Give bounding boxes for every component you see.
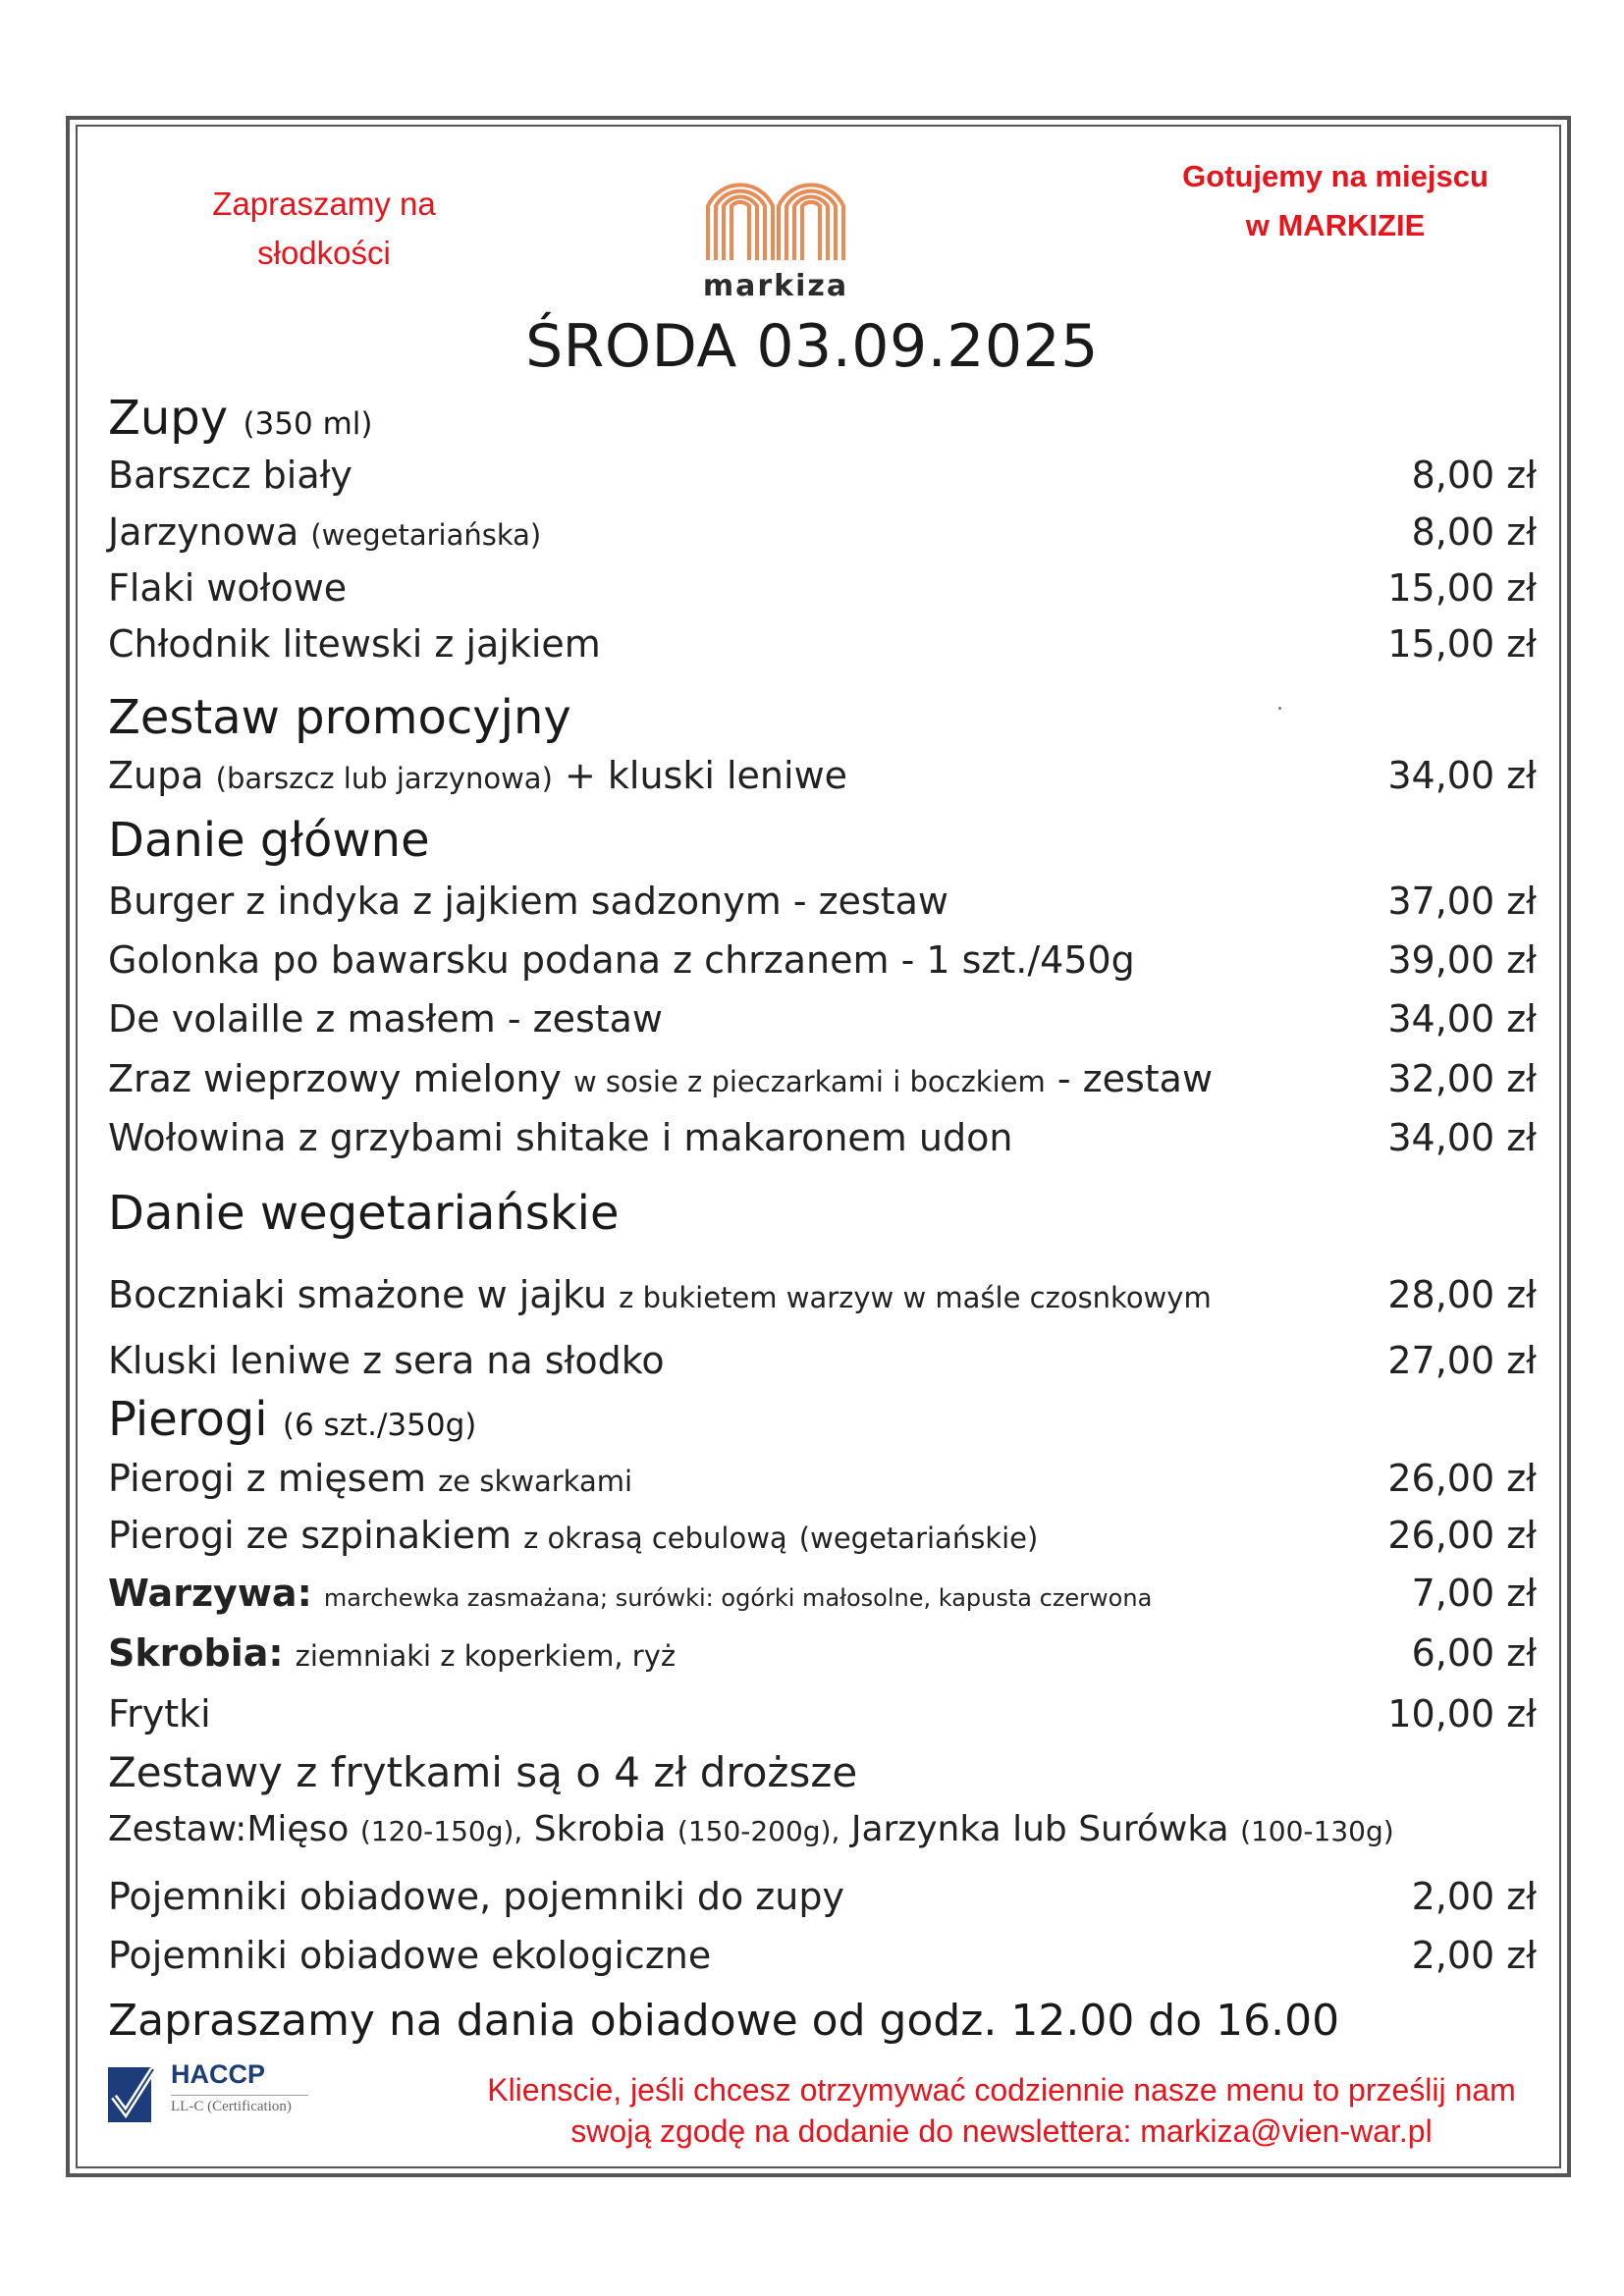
item-price: 34,00 zł — [1387, 1116, 1537, 1159]
menu-item — [108, 1457, 1537, 1500]
haccp-check-icon — [106, 2063, 157, 2126]
item-price: 8,00 zł — [1411, 510, 1537, 554]
item-price: 39,00 zł — [1387, 938, 1537, 982]
menu-item — [108, 566, 1537, 610]
menu-item — [108, 510, 1537, 554]
item-note: z bukietem warzyw w maśle czosnkowym — [619, 1281, 1212, 1314]
item-price: 6,00 zł — [1411, 1631, 1537, 1675]
item-note: w sosie z pieczarkami i boczkiem — [573, 1065, 1046, 1098]
item-note: ze skwarkami — [438, 1465, 633, 1498]
item-name: Golonka po bawarsku podana z chrzanem - 1 szt./450g — [108, 938, 1135, 982]
menu-item — [108, 622, 1537, 666]
menu-item-starch — [108, 1631, 1537, 1675]
item-name: Pierogi z mięsem — [108, 1457, 426, 1500]
section-promo-heading: Zestaw promocyjny — [108, 690, 571, 745]
item-price: 15,00 zł — [1387, 622, 1537, 666]
item-label: Warzywa: — [108, 1572, 312, 1615]
item-name: Pierogi ze szpinakiem — [108, 1514, 512, 1557]
item-name: Boczniaki smażone w jajku — [108, 1273, 608, 1316]
section-note: (6 szt./350g) — [282, 1408, 477, 1443]
set-starch-weight: (150-200g), — [677, 1815, 840, 1847]
menu-item-vegetables — [108, 1572, 1537, 1615]
menu-date-title: ŚRODA 03.09.2025 — [525, 312, 1099, 381]
menu-item — [108, 1116, 1537, 1159]
item-name: Flaki wołowe — [108, 566, 348, 610]
newsletter-note — [432, 2069, 1571, 2152]
set-meat-weight: (120-150g), — [359, 1815, 523, 1847]
menu-item — [108, 1273, 1537, 1316]
section-note: (350 ml) — [243, 406, 373, 442]
section-soups-heading — [108, 391, 372, 446]
item-name: Wołowina z grzybami shitake i makaronem udon — [108, 1116, 1013, 1159]
item-note: (wegetariańska) — [310, 518, 542, 552]
item-price: 28,00 zł — [1387, 1273, 1537, 1316]
item-suffix: (wegetariańskie) — [798, 1522, 1039, 1555]
section-title: Zupy — [108, 391, 229, 446]
section-mains-heading: Danie główne — [108, 813, 430, 868]
newsletter-line-2: swoją zgodę na dodanie do newslettera: markiza@vien-war.pl — [570, 2113, 1433, 2149]
item-name: Zraz wieprzowy mielony — [108, 1057, 562, 1100]
menu-item — [108, 938, 1537, 982]
item-price: 7,00 zł — [1411, 1572, 1537, 1615]
sweets-invitation — [187, 180, 461, 278]
item-name: Burger z indyka z jajkiem sadzonym - zestaw — [108, 880, 949, 923]
menu-item — [108, 880, 1537, 923]
menu-item — [108, 454, 1537, 497]
item-name: Kluski leniwe z sera na słodko — [108, 1339, 665, 1382]
item-price: 27,00 zł — [1387, 1339, 1537, 1382]
item-price: 26,00 zł — [1387, 1514, 1537, 1557]
item-price: 8,00 zł — [1411, 454, 1537, 497]
menu-item-container — [108, 1875, 1537, 1918]
haccp-subtitle: LL-C (Certification) — [171, 2099, 292, 2114]
item-price: 2,00 zł — [1411, 1934, 1537, 1977]
cooking-note-line-1: Gotujemy na miejscu — [1182, 159, 1489, 193]
item-price: 34,00 zł — [1387, 754, 1537, 797]
item-label: Frytki — [108, 1692, 211, 1735]
stray-dot — [1278, 707, 1281, 710]
item-price: 32,00 zł — [1387, 1057, 1537, 1100]
menu-item-promo — [108, 754, 1537, 797]
set-label: Zestaw: — [108, 1809, 247, 1849]
cooking-note-line-2: w MARKIZIE — [1245, 208, 1426, 242]
haccp-divider — [171, 2095, 308, 2096]
newsletter-line-1: Klienscie, jeśli chcesz otrzymywać codziennie nasze menu to prześlij nam — [487, 2072, 1516, 2108]
item-name: De volaille z masłem - zestaw — [108, 997, 664, 1041]
cooking-on-site-note — [1139, 152, 1532, 250]
item-name: Pojemniki obiadowe ekologiczne — [108, 1934, 712, 1977]
fries-surcharge-note: Zestawy z frytkami są o 4 zł droższe — [108, 1748, 858, 1796]
logo-wordmark: markiza — [702, 269, 849, 303]
set-veg: Jarzynka lub Surówka — [850, 1809, 1229, 1849]
item-note: z okrasą cebulową — [523, 1522, 787, 1555]
item-price: 26,00 zł — [1387, 1457, 1537, 1500]
item-name: Jarzynowa — [108, 510, 299, 554]
menu-item — [108, 1339, 1537, 1382]
item-price: 10,00 zł — [1387, 1692, 1537, 1735]
item-name: Barszcz biały — [108, 454, 352, 497]
haccp-badge — [106, 2059, 312, 2128]
item-suffix: - zestaw — [1056, 1057, 1214, 1100]
item-note: (barszcz lub jarzynowa) — [215, 762, 553, 795]
item-price: 15,00 zł — [1387, 566, 1537, 610]
set-composition — [108, 1809, 1394, 1849]
section-pierogi-heading — [108, 1392, 476, 1447]
menu-item — [108, 997, 1537, 1041]
item-label: Skrobia: — [108, 1631, 284, 1675]
item-name: Chłodnik litewski z jajkiem — [108, 622, 601, 666]
item-name: Zupa — [108, 754, 204, 797]
markiza-logo — [697, 162, 854, 309]
set-starch: Skrobia — [533, 1809, 667, 1849]
item-name: Pojemniki obiadowe, pojemniki do zupy — [108, 1875, 844, 1918]
menu-item — [108, 1514, 1537, 1557]
set-meat: Mięso — [246, 1809, 350, 1849]
sweets-invitation-line-2: słodkości — [257, 235, 391, 271]
haccp-title: HACCP — [171, 2059, 266, 2089]
lunch-hours: Zapraszamy na dania obiadowe od godz. 12.00 do 16.00 — [108, 1996, 1340, 2046]
item-note: ziemniaki z koperkiem, ryż — [295, 1639, 677, 1673]
sweets-invitation-line-1: Zapraszamy na — [212, 186, 436, 222]
set-veg-weight: (100-130g) — [1240, 1815, 1394, 1847]
section-vege-heading: Danie wegetariańskie — [108, 1186, 620, 1241]
item-suffix: + kluski leniwe — [564, 754, 848, 797]
menu-item — [108, 1057, 1537, 1100]
item-price: 37,00 zł — [1387, 880, 1537, 923]
item-price: 34,00 zł — [1387, 997, 1537, 1041]
item-note: marchewka zasmażana; surówki: ogórki małosolne, kapusta czerwona — [323, 1584, 1153, 1612]
markiza-logo-icon — [702, 162, 849, 265]
section-title: Pierogi — [108, 1392, 268, 1447]
menu-item-container — [108, 1934, 1537, 1977]
menu-item-fries — [108, 1692, 1537, 1735]
item-price: 2,00 zł — [1411, 1875, 1537, 1918]
